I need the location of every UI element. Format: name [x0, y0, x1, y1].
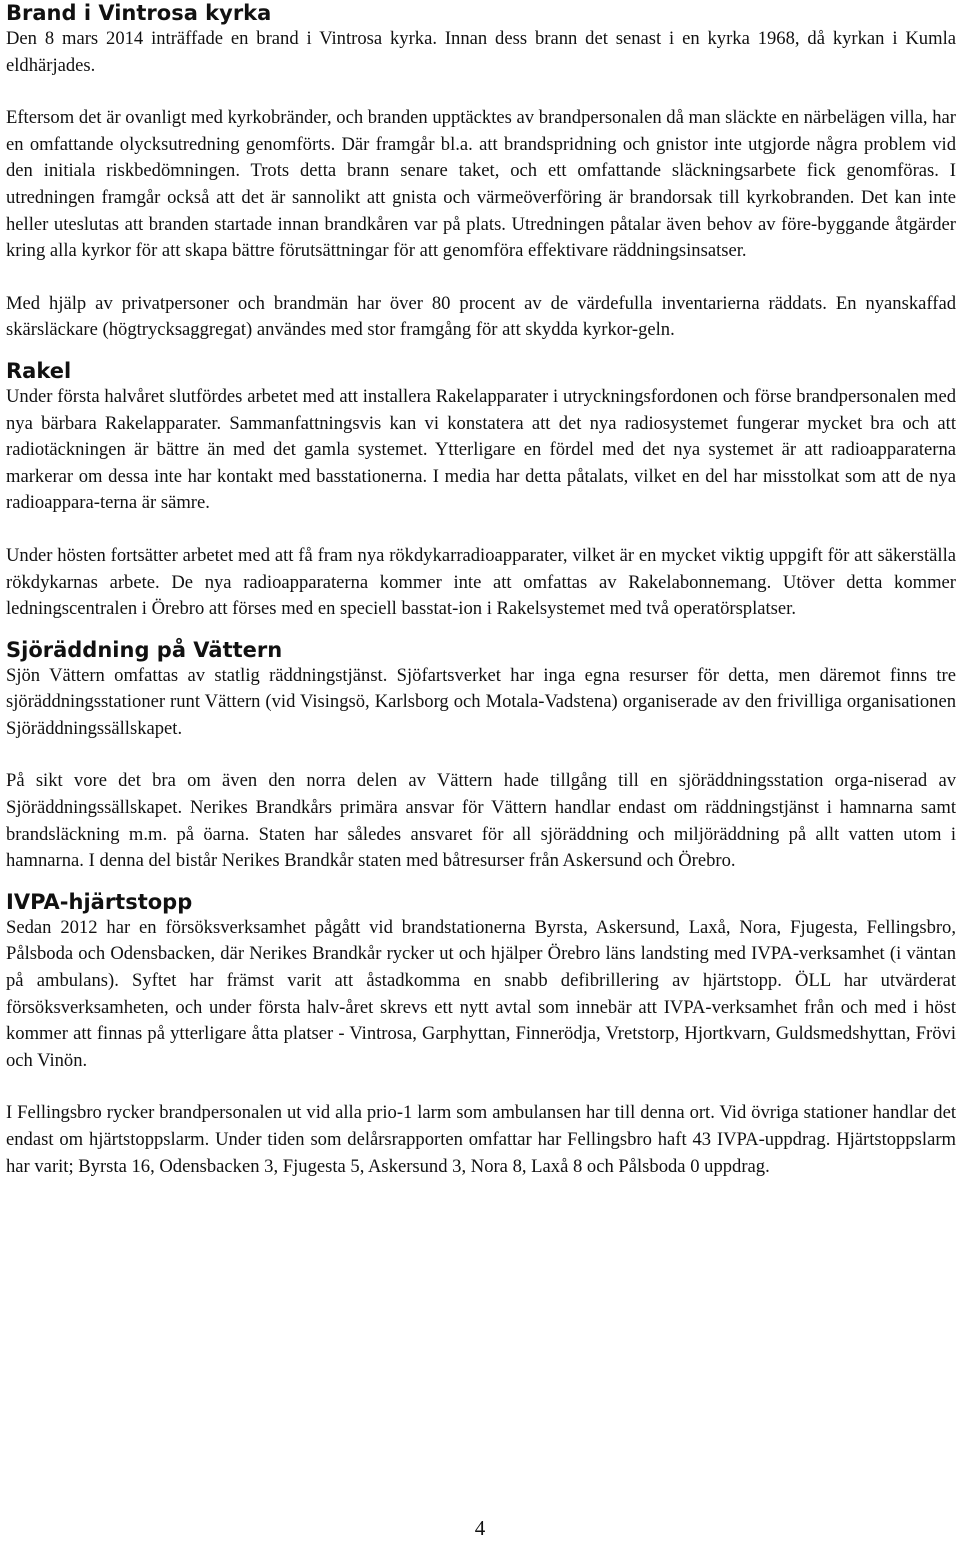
section-heading-ivpa: IVPA-hjärtstopp [6, 889, 193, 914]
paragraph: Eftersom det är ovanligt med kyrkobränder, och branden upptäcktes av brandpersonalen då man släckte en närbelägen villa, har en omfattande olycksutredning genomförts. Där framgår bl.a. att brandspridning och gnistor inte utgjorde några problem vid den initiala riskbedömningen. Trots detta brann senare taket, och ett omfattande släckningsarbete fick genomföras. I utredningen framgår också att det är sannolikt att gnista och värmeöverföring är brandorsak till kyrkobranden. Det kan inte heller uteslutas att branden startade innan brandkåren var på plats. Utredningen påtalar även behov av före-byggande åtgärder kring alla kyrkor för att skapa bättre förutsättningar för att genomföra effektivare räddningsinsatser. [6, 107, 956, 262]
document-page [6, 0, 956, 1180]
section-heading-brand-vintrosa: Brand i Vintrosa kyrka [6, 1, 272, 25]
paragraph: I Fellingsbro rycker brandpersonalen ut vid alla prio-1 larm som ambulansen har till denna ort. Vid övriga stationer handlar det endast om hjärtstoppslarm. Under tiden som delårsrapporten omfattar har Fellingsbro haft 43 IVPA-uppdrag. Hjärtstoppslarm har varit; Byrsta 16, Odensbacken 3, Fjugesta 5, Askersund 3, Nora 8, Laxå 8 och Pålsboda 0 uppdrag. [6, 1102, 956, 1177]
paragraph: Med hjälp av privatpersoner och brandmän har över 80 procent av de värdefulla inventarierna räddats. En nyanskaffad skärsläckare (högtrycksaggregat) användes med stor framgång för att skydda kyrkor-geln. [6, 292, 956, 341]
paragraph: Under hösten fortsätter arbetet med att få fram nya rökdykarradioapparater, vilket är en mycket viktig uppgift för att säkerställa rökdykarnas arbete. De nya radioapparaterna kommer inte att omfattas av Rakelabonnemang. Utöver detta kommer ledningscentralen i Örebro att förses med en speciell basstat-ion i Rakelsystemet med två operatörsplatser. [6, 544, 956, 620]
paragraph: Den 8 mars 2014 inträffade en brand i Vintrosa kyrka. Innan dess brann det senast i en kyrka 1968, då kyrkan i Kumla eldhärjades. [6, 28, 956, 76]
paragraph: Sjön Vättern omfattas av statlig räddningstjänst. Sjöfartsverket har inga egna resurser för detta, men däremot finns tre sjöräddningsstationer runt Vättern (vid Visingsö, Karlsborg och Motala-Vadstena) organiserade av den frivilliga organisationen Sjöräddningssällskapet. [6, 664, 956, 739]
section-heading-sjoraddning: Sjöräddning på Vättern [6, 637, 283, 662]
paragraph: Under första halvåret slutfördes arbetet med att installera Rakelapparater i utryckningsfordonen och förse brandpersonalen med nya bärbara Rakelapparater. Sammanfattningsvis kan vi konstatera att det nya radiosystemet fungerar mycket bra och att radiotäckningen är bättre än med det gamla systemet. Ytterligare en fördel med det nya systemet är att radioapparaterna markerar om dessa inte har kontakt med basstationerna. I media har detta påtalats, vilket en del har misstolkat som att de nya radioappara-terna är sämre. [6, 385, 956, 514]
paragraph: Sedan 2012 har en försöksverksamhet pågått vid brandstationerna Byrsta, Askersund, Laxå, Nora, Fjugesta, Fellingsbro, Pålsboda och Odensbacken, där Nerikes Brandkår rycker ut och hjälper Örebro läns landsting med IVPA-verksamhet (i väntan på ambulans). Syftet har främst varit att åstadkomma en snabb defibrillering av hjärtstopp. ÖLL har utvärderat försöksverksamheten, och under första halv-året skrevs ett nytt avtal som innebär att IVPA-verksamhet från och med i höst kommer att finnas på ytterligare åtta platser - Vintrosa, Garphyttan, Finnerödja, Vretstorp, Hjortkvarn, Guldsmedshyttan, Frövi och Vinön. [6, 916, 956, 1071]
section-heading-rakel: Rakel [6, 358, 72, 383]
page-number: 4 [474, 1516, 486, 1540]
paragraph: På sikt vore det bra om även den norra delen av Vättern hade tillgång till en sjöräddningsstation orga-niserad av Sjöräddningssällskapet. Nerikes Brandkårs primära ansvar för Vättern handlar endast om räddningstjänst i hamnarna samt brandsläckning m.m. på öarna. Staten har således ansvaret för all sjöräddning och miljöräddning på allt vatten utom i hamnarna. I denna del bistår Nerikes Brandkår staten med båtresurser från Askersund och Örebro. [6, 770, 956, 872]
